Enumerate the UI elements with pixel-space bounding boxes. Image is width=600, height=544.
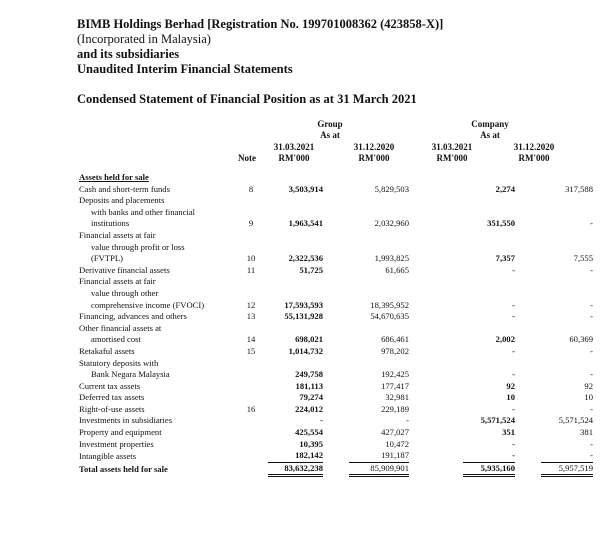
spacer: [515, 195, 541, 207]
group-2021-value: 2,322,536: [288, 253, 323, 264]
company-2020-value: -: [590, 369, 593, 380]
group-2021-value: 425,554: [295, 427, 323, 438]
table-row: [79, 392, 593, 404]
table-row: [79, 300, 593, 312]
spacer: [323, 392, 349, 404]
row-note: [234, 323, 268, 335]
company-2020-value: -: [590, 450, 593, 461]
spacer: [323, 207, 349, 219]
row-note: 8: [248, 183, 254, 194]
group-2020-value: [349, 242, 409, 254]
group-2020-value: 2,032,960: [374, 218, 409, 229]
group-2021-value: [268, 242, 323, 254]
group-2021-value: 224,012: [295, 403, 323, 414]
company-2020-value: [541, 323, 593, 335]
spacer: [323, 253, 349, 265]
company-col2-unit: RM'000: [518, 153, 550, 163]
company-2021-value: -: [512, 264, 515, 275]
row-note: [234, 439, 268, 451]
spacer: [515, 427, 541, 439]
table-row: [79, 288, 593, 300]
group-2020-value: -: [406, 415, 409, 426]
spacer: [409, 207, 463, 219]
group-2021-value: -: [320, 415, 323, 426]
company-2021-value: -: [512, 403, 515, 414]
company-header: [460, 119, 520, 141]
group-2021-value: 1,963,541: [288, 218, 323, 229]
spacer: [323, 369, 349, 381]
spacer: [323, 172, 349, 184]
table-row: [79, 358, 593, 370]
company-2021-value: -: [512, 345, 515, 356]
row-note: 14: [246, 334, 256, 345]
table-row: [79, 265, 593, 277]
row-note: [234, 242, 268, 254]
company-2021-value: 351: [502, 427, 515, 438]
spacer: [323, 311, 349, 323]
row-label: Bank Negara Malaysia: [91, 369, 170, 380]
spacer: [515, 276, 541, 288]
spacer: [409, 462, 463, 476]
row-label: Current tax assets: [79, 380, 141, 391]
company-2021-value: -: [512, 299, 515, 310]
company-col1-date: 31.03.2021: [431, 142, 473, 152]
group-2021-value: 249,758: [295, 369, 323, 380]
spacer: [409, 230, 463, 242]
company-2020-value: 7,555: [573, 253, 593, 264]
spacer: [515, 172, 541, 184]
row-label: Assets held for sale: [79, 172, 149, 182]
company-2020-value: 317,588: [565, 183, 593, 194]
row-label: (FVTPL): [91, 253, 123, 264]
row-note: [234, 381, 268, 393]
group-2021-value: 51,725: [299, 264, 323, 275]
company-2021-value: -: [512, 450, 515, 461]
group-2021-value: [268, 288, 323, 300]
spacer: [515, 358, 541, 370]
company-2020-value: -: [590, 264, 593, 275]
company-2021-value: 2,274: [495, 183, 515, 194]
row-label: Deposits and placements: [79, 195, 165, 206]
spacer: [515, 300, 541, 312]
group-2020-value: 10,472: [385, 438, 409, 449]
company-2020-value: -: [590, 403, 593, 414]
table-row: [79, 415, 593, 427]
spacer: [323, 323, 349, 335]
row-label: Financial assets at fair: [79, 229, 156, 240]
spacer: [515, 288, 541, 300]
company-2020-value: 10: [584, 392, 593, 403]
company-name: BIMB Holdings Berhad [Registration No. 199701008362 (423858-X)]: [77, 17, 444, 31]
group-asat: As at: [320, 130, 340, 140]
spacer: [515, 439, 541, 451]
group-2020-value: 192,425: [381, 369, 409, 380]
spacer: [515, 323, 541, 335]
row-note: 13: [246, 311, 256, 322]
table-row: [79, 230, 593, 242]
company-2020-value: -: [590, 299, 593, 310]
group-2021-value: 55,131,928: [284, 311, 323, 322]
spacer: [409, 265, 463, 277]
company-2020-value: 381: [580, 427, 593, 438]
spacer: [323, 242, 349, 254]
spacer: [515, 253, 541, 265]
group-2021-value: 181,113: [295, 380, 323, 391]
spacer: [515, 242, 541, 254]
row-note: 10: [246, 253, 256, 264]
spacer: [323, 276, 349, 288]
table-row: [79, 218, 593, 230]
row-label: Financial assets at fair: [79, 276, 156, 287]
table-row: [79, 242, 593, 254]
row-label: Investment properties: [79, 438, 154, 449]
table-row: [79, 346, 593, 358]
row-label: comprehensive income (FVOCI): [91, 299, 205, 310]
company-2020-value: [541, 172, 593, 184]
table-row: [79, 311, 593, 323]
group-col1-header: [266, 142, 322, 164]
group-2020-value: 61,665: [385, 264, 409, 275]
company-2021-value: [463, 242, 515, 254]
spacer: [515, 462, 541, 476]
row-note: 11: [246, 264, 256, 275]
row-label: Intangible assets: [79, 450, 137, 461]
row-label: Financing, advances and others: [79, 311, 187, 322]
spacer: [409, 184, 463, 196]
spacer: [409, 381, 463, 393]
group-2021-value: 17,593,593: [284, 299, 323, 310]
row-note: 16: [246, 403, 256, 414]
company-2021-value: 92: [506, 380, 515, 391]
spacer: [515, 415, 541, 427]
group-2020-value: [349, 195, 409, 207]
company-2020-value: [541, 288, 593, 300]
group-2020-value: 5,829,503: [374, 183, 409, 194]
spacer: [323, 184, 349, 196]
company-2021-value: 5,935,160: [463, 462, 515, 476]
spacer: [409, 404, 463, 416]
company-2020-value: -: [590, 345, 593, 356]
group-2021-value: 182,142: [295, 450, 323, 461]
company-2020-value: -: [590, 311, 593, 322]
row-label: Total assets held for sale: [79, 464, 168, 475]
spacer: [409, 288, 463, 300]
statements-line: Unaudited Interim Financial Statements: [77, 62, 293, 76]
group-2021-value: 1,014,732: [288, 345, 323, 356]
spacer: [409, 253, 463, 265]
spacer: [515, 381, 541, 393]
group-2021-value: 79,274: [299, 392, 323, 403]
table-row: [79, 207, 593, 219]
row-label: value through profit or loss: [91, 241, 185, 252]
spacer: [323, 265, 349, 277]
spacer: [409, 427, 463, 439]
company-2021-value: 10: [506, 392, 515, 403]
spacer: [323, 427, 349, 439]
company-2021-value: [463, 230, 515, 242]
spacer: [323, 450, 349, 462]
row-label: Statutory deposits with: [79, 357, 159, 368]
spacer: [409, 415, 463, 427]
company-2021-value: 2,002: [495, 334, 515, 345]
spacer: [323, 358, 349, 370]
group-2021-value: 3,503,914: [288, 183, 323, 194]
group-col1-unit: RM'000: [278, 153, 310, 163]
group-2021-value: [268, 358, 323, 370]
subsidiaries-line: and its subsidiaries: [77, 47, 180, 61]
spacer: [409, 439, 463, 451]
spacer: [515, 265, 541, 277]
spacer: [409, 323, 463, 335]
row-note: [234, 230, 268, 242]
statement-title: Condensed Statement of Financial Position as at 31 March 2021: [77, 92, 417, 106]
group-label: Group: [317, 119, 343, 129]
company-2021-value: [463, 358, 515, 370]
group-2020-value: 427,027: [381, 427, 409, 438]
company-col1-unit: RM'000: [436, 153, 468, 163]
spacer: [409, 358, 463, 370]
row-note: [234, 195, 268, 207]
table-row: [79, 334, 593, 346]
spacer: [323, 346, 349, 358]
spacer: [409, 346, 463, 358]
spacer: [409, 334, 463, 346]
spacer: [515, 311, 541, 323]
row-label: Property and equipment: [79, 427, 162, 438]
company-2021-value: -: [512, 438, 515, 449]
group-2021-value: [268, 207, 323, 219]
spacer: [515, 184, 541, 196]
spacer: [515, 218, 541, 230]
company-2020-value: [541, 207, 593, 219]
row-label: Right-of-use assets: [79, 403, 145, 414]
row-note: [234, 392, 268, 404]
incorporation-line: (Incorporated in Malaysia): [77, 32, 211, 46]
spacer: [323, 415, 349, 427]
company-2021-value: [463, 195, 515, 207]
table-row: [79, 439, 593, 451]
company-col1-header: [424, 142, 480, 164]
group-2021-value: 10,395: [299, 438, 323, 449]
spacer: [409, 195, 463, 207]
spacer: [323, 462, 349, 476]
spacer: [409, 242, 463, 254]
group-2021-value: [268, 172, 323, 184]
company-2021-value: [463, 323, 515, 335]
table-row: [79, 404, 593, 416]
spacer: [515, 334, 541, 346]
group-2020-value: [349, 276, 409, 288]
group-2021-value: 698,021: [295, 334, 323, 345]
spacer: [409, 311, 463, 323]
row-label: Cash and short-term funds: [79, 183, 170, 194]
spacer: [323, 195, 349, 207]
company-label: Company: [471, 119, 509, 129]
company-2021-value: [463, 172, 515, 184]
row-note: [234, 207, 268, 219]
company-2020-value: [541, 195, 593, 207]
row-note: 15: [246, 345, 256, 356]
section-heading-row: [79, 172, 593, 184]
row-note: [234, 462, 268, 476]
spacer: [515, 230, 541, 242]
group-2020-value: 177,417: [381, 380, 409, 391]
table-row: [79, 323, 593, 335]
row-note: [234, 427, 268, 439]
group-2020-value: 85,909,901: [349, 462, 409, 476]
group-2020-value: 18,395,952: [370, 299, 409, 310]
company-2020-value: [541, 242, 593, 254]
total-row: [79, 462, 593, 476]
group-col1-date: 31.03.2021: [273, 142, 315, 152]
spacer: [323, 439, 349, 451]
company-2020-value: 5,957,519: [541, 462, 593, 476]
company-2021-value: 7,357: [495, 253, 515, 264]
group-2020-value: 229,189: [381, 403, 409, 414]
spacer: [323, 381, 349, 393]
group-2020-value: [349, 230, 409, 242]
group-2020-value: [349, 358, 409, 370]
row-note: [234, 369, 268, 381]
table-row: [79, 195, 593, 207]
spacer: [515, 392, 541, 404]
company-2021-value: [463, 207, 515, 219]
table-row: [79, 253, 593, 265]
spacer: [515, 207, 541, 219]
row-note: [234, 450, 268, 462]
group-2020-value: [349, 207, 409, 219]
company-2020-value: 92: [584, 380, 593, 391]
row-label: Deferred tax assets: [79, 392, 145, 403]
spacer: [323, 334, 349, 346]
group-col2-header: [346, 142, 402, 164]
financial-position-table: [79, 172, 593, 477]
row-label: amortised cost: [91, 334, 141, 345]
row-note: [234, 358, 268, 370]
group-2020-value: 54,670,635: [370, 311, 409, 322]
spacer: [515, 450, 541, 462]
spacer: [409, 172, 463, 184]
company-asat: As at: [480, 130, 500, 140]
company-2020-value: 5,571,524: [558, 415, 593, 426]
group-2021-value: [268, 323, 323, 335]
table-row: [79, 427, 593, 439]
group-2020-value: [349, 172, 409, 184]
company-2021-value: [463, 288, 515, 300]
group-col2-unit: RM'000: [358, 153, 390, 163]
company-2021-value: 5,571,524: [480, 415, 515, 426]
note-header: Note: [238, 153, 256, 163]
spacer: [409, 276, 463, 288]
spacer: [323, 218, 349, 230]
row-note: [234, 276, 268, 288]
company-2020-value: [541, 276, 593, 288]
spacer: [409, 218, 463, 230]
spacer: [409, 300, 463, 312]
row-label: institutions: [91, 218, 130, 229]
company-col2-date: 31.12.2020: [513, 142, 555, 152]
spacer: [409, 450, 463, 462]
group-2021-value: [268, 195, 323, 207]
table-row: [79, 369, 593, 381]
table-row: [79, 450, 593, 462]
row-label: Retakaful assets: [79, 345, 135, 356]
row-label: Other financial assets at: [79, 322, 162, 333]
row-note: 12: [246, 299, 256, 310]
group-2021-value: 83,632,238: [268, 462, 323, 476]
spacer: [323, 288, 349, 300]
group-header: [300, 119, 360, 141]
group-2020-value: [349, 323, 409, 335]
table-row: [79, 276, 593, 288]
spacer: [323, 404, 349, 416]
row-note: [234, 415, 268, 427]
spacer: [323, 230, 349, 242]
company-2021-value: [463, 276, 515, 288]
company-2021-value: -: [512, 311, 515, 322]
company-2020-value: [541, 358, 593, 370]
group-2021-value: [268, 276, 323, 288]
row-label: Investments in subsidiaries: [79, 415, 173, 426]
row-label: value through other: [91, 287, 159, 298]
company-2020-value: -: [590, 438, 593, 449]
table-row: [79, 184, 593, 196]
company-2020-value: [541, 230, 593, 242]
company-2021-value: 351,550: [487, 218, 515, 229]
spacer: [323, 300, 349, 312]
company-2020-value: 60,369: [569, 334, 593, 345]
row-note: [234, 288, 268, 300]
spacer: [409, 369, 463, 381]
group-2021-value: [268, 230, 323, 242]
spacer: [515, 369, 541, 381]
group-2020-value: 1,993,825: [374, 253, 409, 264]
row-note: 9: [248, 218, 254, 229]
group-2020-value: 191,187: [381, 450, 409, 461]
company-2020-value: -: [590, 218, 593, 229]
company-2021-value: -: [512, 369, 515, 380]
company-col2-header: [506, 142, 562, 164]
group-col2-date: 31.12.2020: [353, 142, 395, 152]
row-label: with banks and other financial: [91, 206, 196, 217]
group-2020-value: [349, 288, 409, 300]
spacer: [409, 392, 463, 404]
table-row: [79, 381, 593, 393]
group-2020-value: 978,202: [381, 345, 409, 356]
row-label: Derivative financial assets: [79, 264, 170, 275]
row-note: [234, 172, 268, 184]
group-2020-value: 32,981: [385, 392, 409, 403]
spacer: [515, 346, 541, 358]
group-2020-value: 686,461: [381, 334, 409, 345]
spacer: [515, 404, 541, 416]
